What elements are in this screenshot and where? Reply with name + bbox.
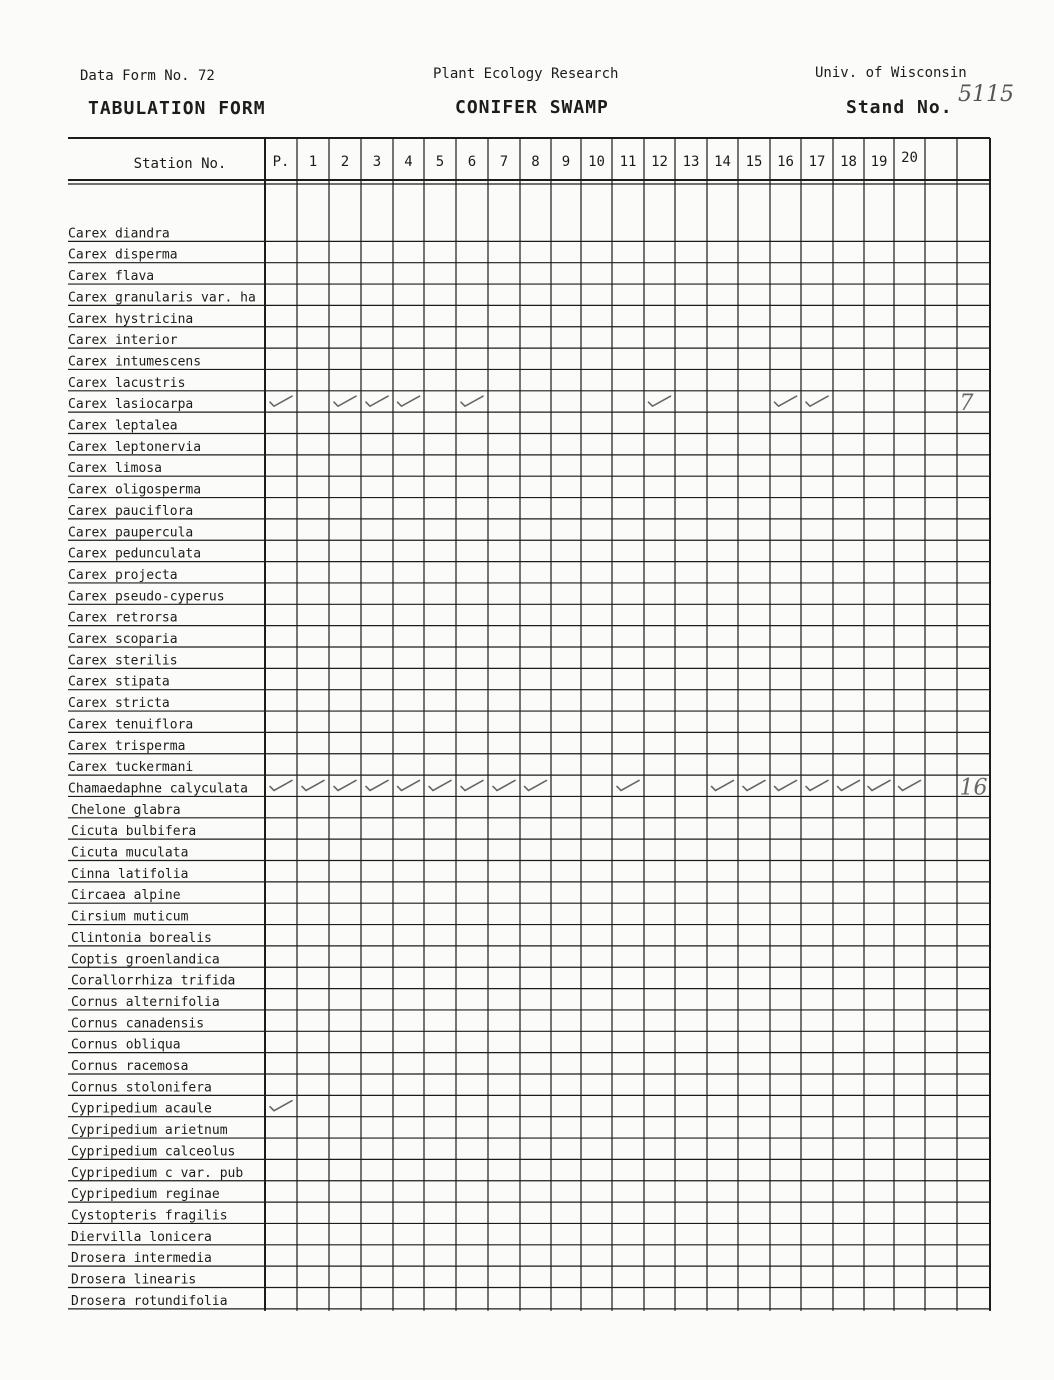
species-name: Cypripedium reginae (71, 1187, 220, 1203)
check-mark (334, 780, 356, 790)
check-mark (366, 780, 388, 790)
species-name: Chelone glabra (71, 802, 181, 818)
column-header: 14 (714, 154, 731, 170)
research-group: Plant Ecology Research (433, 66, 619, 82)
species-name: Diervilla lonicera (71, 1229, 212, 1245)
species-name: Carex leptalea (68, 418, 178, 434)
check-mark (461, 780, 483, 790)
species-name: Cypripedium c var. pub (71, 1165, 244, 1181)
form-number: Data Form No. 72 (80, 68, 215, 84)
species-name: Cornus racemosa (71, 1059, 189, 1074)
check-mark (302, 780, 324, 790)
check-mark (617, 780, 639, 790)
column-header: 9 (561, 154, 571, 170)
column-header: 7 (499, 154, 509, 170)
species-name: Carex tuckermani (68, 760, 194, 776)
species-name: Carex pseudo-cyperus (68, 589, 225, 605)
species-name: Cystopteris fragilis (71, 1208, 228, 1224)
tally-count: 7 (959, 391, 974, 417)
species-name: Cinna latifolia (71, 866, 189, 882)
check-mark (899, 780, 921, 790)
check-mark (712, 780, 734, 790)
species-name: Carex paupercula (68, 525, 194, 541)
column-header: 4 (404, 154, 413, 170)
check-mark (525, 780, 547, 790)
species-name: Carex trisperma (68, 738, 186, 754)
column-header: 1 (308, 154, 318, 170)
species-name: Cypripedium acaule (71, 1101, 212, 1117)
check-mark (461, 396, 483, 406)
species-name: Cornus obliqua (71, 1037, 181, 1053)
check-mark (775, 780, 797, 790)
species-name: Carex intumescens (68, 354, 202, 370)
tally-count: 16 (959, 775, 988, 801)
species-name: Carex stricta (68, 696, 170, 712)
check-mark (398, 780, 420, 790)
species-name: Drosera linearis (71, 1272, 197, 1288)
species-name: Clintonia borealis (71, 930, 212, 946)
column-header: 12 (651, 154, 668, 170)
check-mark (775, 396, 797, 406)
check-mark (493, 780, 515, 790)
species-name: Coptis groenlandica (71, 952, 220, 968)
species-name: Carex sterilis (68, 653, 178, 669)
species-name: Cornus stolonifera (71, 1080, 212, 1096)
form-type: CONIFER SWAMP (455, 97, 609, 118)
species-name: Carex lacustris (68, 375, 186, 391)
column-header: 18 (840, 154, 857, 170)
species-name: Carex hystricina (68, 311, 194, 327)
species-name: Carex retrorsa (68, 610, 178, 626)
column-header: 10 (588, 154, 605, 170)
column-header: 13 (682, 154, 700, 170)
check-mark (806, 780, 828, 790)
check-mark (366, 396, 388, 406)
species-name: Carex limosa (68, 461, 162, 477)
column-header: 8 (531, 154, 540, 170)
check-mark (649, 396, 671, 406)
species-name: Carex granularis var. ha (68, 290, 256, 306)
species-name: Chamaedaphne calyculata (68, 781, 249, 797)
column-header: 20 (901, 150, 918, 166)
station-label: Station No. (133, 156, 227, 172)
column-header: 16 (777, 154, 794, 170)
species-name: Cicuta bulbifera (71, 824, 197, 840)
species-name: Drosera rotundifolia (71, 1293, 228, 1309)
column-header: 15 (745, 154, 763, 170)
species-name: Carex projecta (68, 567, 178, 583)
species-name: Cornus alternifolia (71, 994, 220, 1010)
stand-label: Stand No. (846, 97, 953, 118)
form-title: TABULATION FORM (88, 98, 266, 119)
check-mark (334, 396, 356, 406)
check-mark (270, 1101, 292, 1111)
species-name: Drosera intermedia (71, 1251, 212, 1267)
species-name: Carex leptonervia (68, 439, 202, 455)
check-mark (398, 396, 420, 406)
species-name: Carex stipata (68, 674, 170, 690)
column-header: 3 (372, 154, 382, 170)
species-name: Carex flava (68, 269, 155, 285)
species-name: Carex interior (68, 333, 178, 349)
check-mark (429, 780, 451, 790)
column-header: 11 (619, 154, 637, 170)
species-name: Carex disperma (68, 247, 178, 263)
species-name: Cornus canadensis (71, 1016, 205, 1032)
species-name: Carex scoparia (68, 632, 178, 647)
species-name: Cypripedium calceolus (71, 1144, 236, 1160)
species-name: Carex oligosperma (68, 482, 202, 498)
species-name: Cicuta muculata (71, 845, 189, 861)
stand-number: 5115 (958, 82, 1014, 107)
check-mark (868, 780, 890, 790)
species-name: Carex lasiocarpa (68, 397, 194, 413)
species-name: Cypripedium arietnum (71, 1123, 228, 1139)
species-name: Carex tenuiflora (68, 717, 194, 733)
species-name: Carex pauciflora (68, 503, 194, 519)
column-header: P. (272, 154, 290, 170)
check-mark (270, 396, 292, 406)
institution: Univ. of Wisconsin (815, 65, 967, 81)
species-name: Carex pedunculata (68, 546, 202, 562)
species-name: Circaea alpine (71, 888, 181, 904)
column-header: 2 (340, 154, 350, 170)
column-header: 6 (467, 154, 477, 170)
species-name: Cirsium muticum (71, 909, 189, 925)
species-name: Corallorrhiza trifida (71, 973, 236, 989)
species-name: Carex diandra (68, 226, 170, 242)
column-header: 19 (870, 154, 888, 170)
check-mark (838, 780, 860, 790)
check-mark (743, 780, 765, 790)
column-header: 5 (435, 154, 445, 170)
column-header: 17 (808, 154, 826, 170)
check-mark (270, 780, 292, 790)
check-mark (806, 396, 828, 406)
